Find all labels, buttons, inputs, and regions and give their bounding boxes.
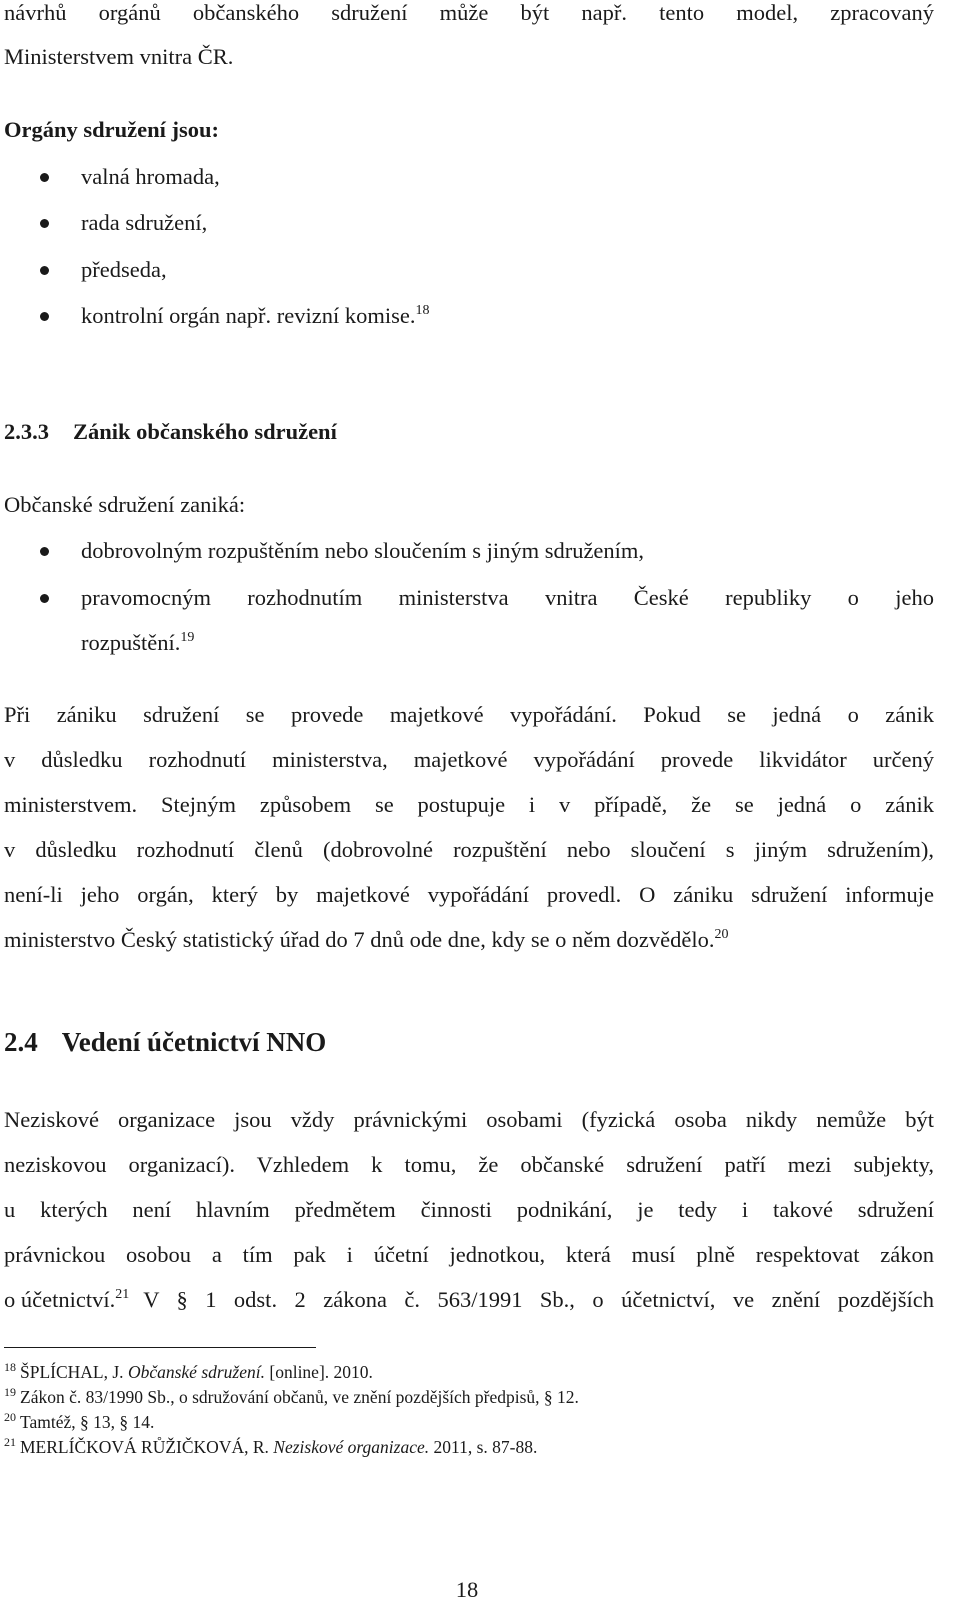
- paragraph-line: není-li jeho orgán, který by majetkové vypořádání provedl. O zániku sdružení informuje: [4, 882, 934, 907]
- paragraph-line: o účetnictví.$^{21}$ V § 1 odst. 2 zákona č. 563/1991 Sb., o účetnictví, ve znění pozdějších: [4, 1287, 934, 1312]
- organs-heading: Orgány sdružení jsou:: [4, 117, 220, 142]
- intro-line-1: návrhů orgánů občanského sdružení může být např. tento model, zpracovaný: [4, 0, 934, 25]
- section-title: Zánik občanského sdružení: [73, 419, 337, 444]
- footnote-ref: 20: [714, 927, 729, 942]
- section-number: 2.3.3: [4, 419, 49, 444]
- paragraph-line: v důsledku rozhodnutí členů (dobrovolné rozpuštění nebo sloučení s jiným sdružením),: [4, 837, 934, 862]
- list-item-text: pravomocným rozhodnutím ministerstva vnitra České republiky o jeho: [81, 585, 934, 610]
- section-heading-2-4: [4, 1027, 934, 1057]
- footnote: $^{21}$ MERLÍČKOVÁ RŮŽIČKOVÁ, R. Neziskové organizace. 2011, s. 87-88.: [4, 1435, 538, 1457]
- paragraph-line: v důsledku rozhodnutí ministerstva, majetkové vypořádání provede likvidátor určený: [4, 747, 934, 772]
- section-heading-2-3-3: [4, 417, 934, 447]
- footnote-ref: 18: [415, 303, 430, 318]
- paragraph-line: Při zániku sdružení se provede majetkové vypořádání. Pokud se jedná o zánik: [4, 702, 934, 727]
- paragraph-line: ministerstvem. Stejným způsobem se postupuje i v případě, že se jedná o zánik: [4, 792, 934, 817]
- footnote-ref: 19: [180, 630, 195, 645]
- bullet-icon: [40, 173, 49, 182]
- bullet-icon: [40, 594, 49, 603]
- footnote-ref: 21: [115, 1287, 130, 1302]
- paragraph-line: u kterých není hlavním předmětem činnosti podnikání, je tedy i takové sdružení: [4, 1197, 934, 1222]
- paragraph-line: neziskovou organizací). Vzhledem k tomu, že občanské sdružení patří mezi subjekty,: [4, 1152, 934, 1177]
- footnote: $^{18}$ ŠPLÍCHAL, J. Občanské sdružení. [online]. 2010.: [4, 1360, 373, 1382]
- page-number: 18: [455, 1577, 479, 1602]
- bullet-icon: [40, 547, 49, 556]
- document-page: návrhů orgánů občanského sdružení může být např. tento model, zpracovaný Ministerstvem vnitra ČR. Orgány sdružení jsou: valná hromada, rada sdružení, předseda, kontrolní orgán např. revizní komise.$^{18}$ 2.3.3 Zánik občanského sdružení Občanské sdružení zaniká: dobrovolným rozpuštěním nebo sloučením s jiným sdružením, pravomocným rozhodnutím ministerstva vnitra České republiky o jeho rozpuštění.$^{19}$ Při zániku sdružení se provede majetkové vypořádání. Pokud se jedná o zánik v důsledku rozhodnutí ministerstva, majetkové vypořádání provede likvidátor určený ministerstvem. Stejným způsobem se postupuje i v případě, že se jedná o zánik v důsledku rozhodnutí členů (dobrovolné rozpuštění nebo sloučení s jiným sdružením), není-li jeho orgán, který by majetkové vypořádání provedl. O zániku sdružení informuje ministerstvo Český statistický úřad do 7 dnů ode dne, kdy se o něm dozvědělo.$^{20}$ 2.4 Vedení účetnictví NNO Neziskové organizace jsou vždy právnickými osobami (fyzická osoba nikdy nemůže být neziskovou organizací). Vzhledem k tomu, že občanské sdružení patří mezi subjekty, u kterých není hlavním předmětem činnosti podnikání, je tedy i takové sdružení právnickou osobou a tím pak i účetní jednotkou, která musí plně respektovat zákon o účetnictví.$^{21}$ V § 1 odst. 2 zákona č. 563/1991 Sb., o účetnictví, ve znění pozdějších $^{18}$ ŠPLÍCHAL, J. Občanské sdružení. [online]. 2010. $^{19}$ Zákon č. 83/1990 Sb., o sdružování občanů, ve znění pozdějších předpisů, § 12. $^{20}$ Tamtéž, § 13, § 14. $^{21}$ MERLÍČKOVÁ RŮŽIČKOVÁ, R. Neziskové organizace. 2011, s. 87-88. 18: [0, 0, 960, 1617]
- section-number: 2.4: [4, 1027, 38, 1057]
- bullet-icon: [40, 312, 49, 321]
- intro-line-2: Ministerstvem vnitra ČR.: [4, 44, 234, 69]
- section-title: Vedení účetnictví NNO: [61, 1027, 327, 1057]
- bullet-icon: [40, 219, 49, 228]
- bullet-icon: [40, 266, 49, 275]
- footnote: $^{20}$ Tamtéž, § 13, § 14.: [4, 1410, 155, 1432]
- paragraph-line: právnickou osobou a tím pak i účetní jednotkou, která musí plně respektovat zákon: [4, 1242, 934, 1267]
- section-lead: Občanské sdružení zaniká:: [4, 492, 246, 517]
- paragraph-line: Neziskové organizace jsou vždy právnickými osobami (fyzická osoba nikdy nemůže být: [4, 1107, 934, 1132]
- footnote-separator: [4, 1347, 316, 1348]
- paragraph-line: ministerstvo Český statistický úřad do 7 dnů ode dne, kdy se o něm dozvědělo.$^{20}$: [4, 927, 729, 952]
- footnote: $^{19}$ Zákon č. 83/1990 Sb., o sdružování občanů, ve znění pozdějších předpisů, § 12.: [4, 1385, 579, 1407]
- list-item-continuation: rozpuštění.$^{19}$: [81, 630, 195, 655]
